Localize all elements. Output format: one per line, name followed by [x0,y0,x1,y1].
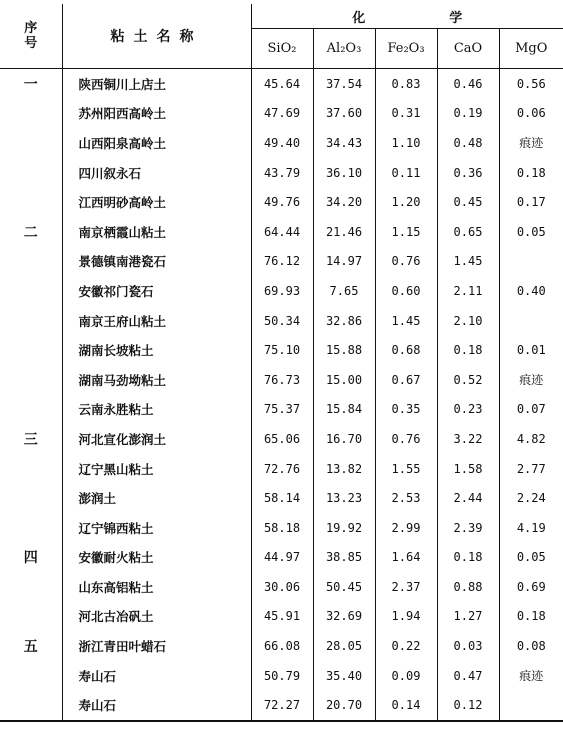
fe2o3-value: 0.67 [375,365,437,395]
table-row [0,187,563,217]
clay-name: 山东高铝粘土 [62,572,251,602]
mgo-value: 0.40 [516,283,546,298]
cao-value: 0.45 [437,187,499,217]
name-header: 粘土名称 [62,4,251,69]
table-row [0,572,563,602]
row-index: 四 [0,543,62,573]
clay-name: 寿山石 [62,661,251,691]
cao-value: 1.45 [437,247,499,277]
al2o3-value: 21.46 [313,217,375,247]
cao-value: 0.36 [437,158,499,188]
mgo-value [499,247,563,277]
clay-composition-table [0,4,563,722]
cao-value: 1.58 [437,454,499,484]
mgo-value: 0.18 [516,165,546,180]
fe2o3-value: 1.10 [375,128,437,158]
row-index [0,602,62,632]
clay-name: 湖南长坡粘土 [62,335,251,365]
fe2o3-value: 0.31 [375,99,437,129]
cao-value: 0.18 [437,335,499,365]
mgo-value: 痕迹 [519,136,544,151]
row-index [0,306,62,336]
fe2o3-value: 1.20 [375,187,437,217]
al2o3-value: 7.65 [313,276,375,306]
row-index [0,158,62,188]
cao-value: 0.18 [437,543,499,573]
clay-name: 寿山石 [62,690,251,721]
al2o3-value: 15.00 [313,365,375,395]
fe2o3-value: 1.15 [375,217,437,247]
index-header [0,4,62,69]
group-label-part-1: 化 [352,10,366,26]
table-row [0,247,563,277]
fe2o3-value: 1.45 [375,306,437,336]
mgo-value: 痕迹 [519,373,544,388]
fe2o3-value: 0.22 [375,631,437,661]
cao-value: 0.47 [437,661,499,691]
table-row [0,69,563,99]
fe2o3-value: 2.37 [375,572,437,602]
sio2-value: 49.76 [251,187,313,217]
mgo-value: 2.77 [516,461,546,476]
cao-header: CaO [437,29,499,69]
fe2o3-value: 1.64 [375,543,437,573]
fe2o3-value: 2.99 [375,513,437,543]
sio2-value: 72.27 [251,690,313,721]
sio2-value: 66.08 [251,631,313,661]
fe2o3-header: Fe₂O₃ [375,29,437,69]
mgo-value [499,306,563,336]
cao-value: 0.19 [437,99,499,129]
sio2-value: 43.79 [251,158,313,188]
table-row [0,454,563,484]
fe2o3-value: 0.60 [375,276,437,306]
row-index: 二 [0,217,62,247]
cao-value: 0.88 [437,572,499,602]
clay-name: 云南永胜粘土 [62,395,251,425]
al2o3-value: 15.84 [313,395,375,425]
mgo-header: MgO [499,29,563,69]
table-header [0,4,563,69]
cao-value: 2.39 [437,513,499,543]
al2o3-value: 32.69 [313,602,375,632]
al2o3-value: 38.85 [313,543,375,573]
table-row [0,365,563,395]
mgo-value: 0.18 [516,609,546,624]
clay-name: 浙江青田叶蜡石 [62,631,251,661]
sio2-value: 69.93 [251,276,313,306]
table-row [0,306,563,336]
al2o3-value: 36.10 [313,158,375,188]
table-row [0,158,563,188]
cao-value: 0.23 [437,395,499,425]
mgo-value: 痕迹 [519,669,544,684]
sio2-value: 50.79 [251,661,313,691]
al2o3-value: 37.60 [313,99,375,129]
clay-name: 辽宁锦西粘土 [62,513,251,543]
clay-name: 山西阳泉高岭土 [62,128,251,158]
mgo-value: 0.06 [516,106,546,121]
group-label-part-2: 学 [449,10,463,26]
row-index [0,483,62,513]
index-header-label: 序号 [24,21,38,51]
row-index [0,247,62,277]
fe2o3-value: 1.94 [375,602,437,632]
row-index [0,187,62,217]
fe2o3-value: 0.35 [375,395,437,425]
mgo-value: 2.24 [516,491,546,506]
table-body [0,69,563,722]
al2o3-value: 37.54 [313,69,375,99]
mgo-value: 0.05 [516,550,546,565]
clay-name: 澎润土 [62,483,251,513]
row-index: 五 [0,631,62,661]
cao-value: 3.22 [437,424,499,454]
clay-name: 江西明砂高岭土 [62,187,251,217]
clay-name: 南京栖霞山粘土 [62,217,251,247]
row-index [0,335,62,365]
row-index [0,128,62,158]
sio2-value: 50.34 [251,306,313,336]
mgo-value: 0.56 [516,76,546,91]
fe2o3-value: 0.68 [375,335,437,365]
al2o3-value: 34.43 [313,128,375,158]
sio2-value: 45.91 [251,602,313,632]
cao-value: 2.11 [437,276,499,306]
sio2-value: 65.06 [251,424,313,454]
al2o3-header: Al₂O₃ [313,29,375,69]
clay-name: 四川叙永石 [62,158,251,188]
mgo-value: 4.82 [516,431,546,446]
cao-value: 0.48 [437,128,499,158]
row-index [0,276,62,306]
fe2o3-value: 2.53 [375,483,437,513]
sio2-value: 64.44 [251,217,313,247]
mgo-value: 0.08 [516,639,546,654]
sio2-value: 76.12 [251,247,313,277]
row-index [0,513,62,543]
row-index: 三 [0,424,62,454]
sio2-value: 44.97 [251,543,313,573]
table-row [0,424,563,454]
sio2-value: 72.76 [251,454,313,484]
mgo-value: 0.07 [516,402,546,417]
table-row [0,99,563,129]
table-row [0,483,563,513]
sio2-value: 76.73 [251,365,313,395]
al2o3-value: 50.45 [313,572,375,602]
table-row [0,335,563,365]
al2o3-value: 28.05 [313,631,375,661]
table-row [0,513,563,543]
fe2o3-value: 0.76 [375,424,437,454]
clay-name: 河北古冶矾土 [62,602,251,632]
sio2-value: 75.37 [251,395,313,425]
cao-value: 2.44 [437,483,499,513]
al2o3-value: 13.23 [313,483,375,513]
table-row [0,217,563,247]
sio2-value: 58.14 [251,483,313,513]
clay-name: 陕西铜川上店土 [62,69,251,99]
cao-value: 0.65 [437,217,499,247]
row-index [0,99,62,129]
row-index: 一 [0,69,62,99]
sio2-value: 45.64 [251,69,313,99]
al2o3-value: 13.82 [313,454,375,484]
mgo-value: 0.69 [516,579,546,594]
sio2-value: 49.40 [251,128,313,158]
table-row [0,543,563,573]
al2o3-value: 19.92 [313,513,375,543]
al2o3-value: 35.40 [313,661,375,691]
sio2-value: 58.18 [251,513,313,543]
al2o3-value: 34.20 [313,187,375,217]
fe2o3-value: 0.76 [375,247,437,277]
row-index [0,690,62,721]
cao-value: 1.27 [437,602,499,632]
cao-value: 0.52 [437,365,499,395]
al2o3-value: 16.70 [313,424,375,454]
mgo-value: 0.01 [516,343,546,358]
clay-name: 安徽祁门瓷石 [62,276,251,306]
al2o3-value: 32.86 [313,306,375,336]
mgo-value: 0.17 [516,195,546,210]
cao-value: 2.10 [437,306,499,336]
table-row [0,602,563,632]
table-row [0,661,563,691]
fe2o3-value: 0.14 [375,690,437,721]
table-row [0,395,563,425]
clay-name: 辽宁黑山粘土 [62,454,251,484]
row-index [0,395,62,425]
mgo-value [499,690,563,721]
clay-name: 湖南马劲坳粘土 [62,365,251,395]
table-row [0,128,563,158]
table-row [0,631,563,661]
row-index [0,661,62,691]
clay-name: 河北宣化澎润土 [62,424,251,454]
sio2-value: 30.06 [251,572,313,602]
al2o3-value: 20.70 [313,690,375,721]
fe2o3-value: 0.11 [375,158,437,188]
sio2-value: 75.10 [251,335,313,365]
clay-name: 南京王府山粘土 [62,306,251,336]
row-index [0,365,62,395]
composition-group-header [251,4,563,29]
mgo-value: 0.05 [516,224,546,239]
cao-value: 0.46 [437,69,499,99]
sio2-header: SiO₂ [251,29,313,69]
fe2o3-value: 1.55 [375,454,437,484]
table-row [0,690,563,721]
fe2o3-value: 0.09 [375,661,437,691]
sio2-value: 47.69 [251,99,313,129]
al2o3-value: 14.97 [313,247,375,277]
row-index [0,572,62,602]
fe2o3-value: 0.83 [375,69,437,99]
clay-name: 安徽耐火粘土 [62,543,251,573]
clay-name: 苏州阳西高岭土 [62,99,251,129]
al2o3-value: 15.88 [313,335,375,365]
clay-name: 景德镇南港瓷石 [62,247,251,277]
cao-value: 0.03 [437,631,499,661]
mgo-value: 4.19 [516,520,546,535]
row-index [0,454,62,484]
cao-value: 0.12 [437,690,499,721]
table-row [0,276,563,306]
